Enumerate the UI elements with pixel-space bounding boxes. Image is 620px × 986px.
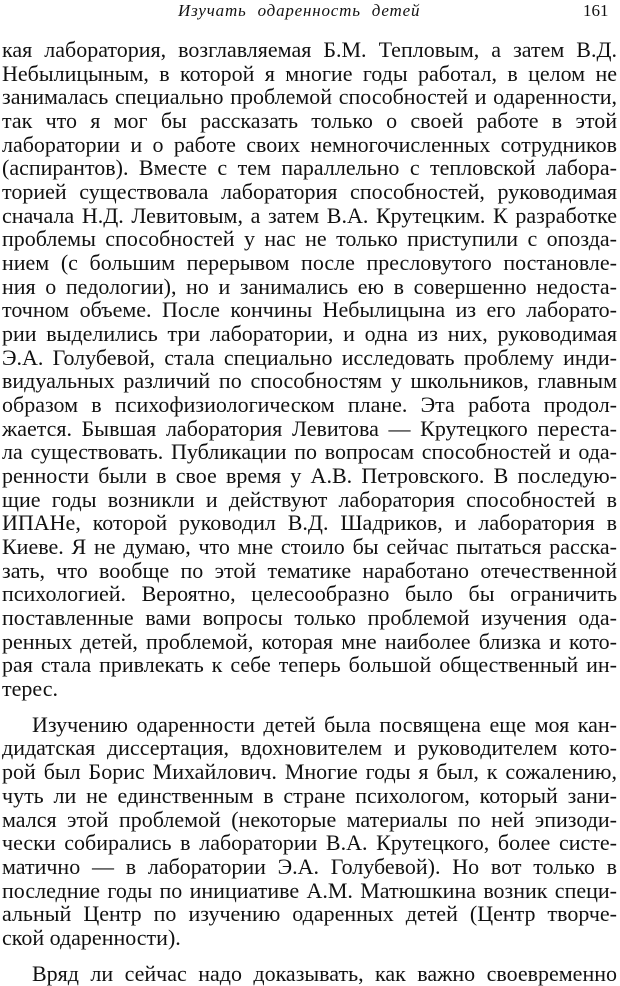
text-line: ренных детей, проблемой, которая мне наиболее близка и кото- — [2, 628, 617, 654]
text-line: рии выделились три лаборатории, и одна из них, руководимая — [2, 321, 617, 347]
running-head-title: Изучать одаренность детей — [178, 1, 421, 20]
text-line: ской одаренности). — [2, 924, 181, 950]
text-line: поставленные вами вопросы только проблемой изучения ода- — [2, 605, 617, 631]
text-line: торией существовала лаборатория способностей, руководимая — [2, 179, 617, 205]
text-line: проблемы способностей у нас не только приступили с опозда- — [2, 226, 617, 252]
paragraph — [2, 962, 617, 986]
text-line: видуальных различий по способностям у школьников, главным — [2, 368, 617, 394]
text-line: чески собирались в лаборатории В.А. Крутецкого, более систе- — [2, 830, 617, 856]
text-line: так что я мог бы рассказать только о своей работе в этой — [2, 108, 617, 134]
text-line: ИПАНе, которой руководил В.Д. Шадриков, и лаборатория в — [2, 510, 617, 536]
paragraph — [2, 713, 617, 950]
text-line: (аспирантов). Вместе с тем параллельно с тепловской лабора- — [2, 155, 617, 181]
text-line: терес. — [2, 676, 58, 702]
text-line: матично — в лаборатории Э.А. Голубевой). Но вот только в — [2, 853, 617, 879]
running-head — [0, 0, 620, 30]
paragraph-gap — [2, 701, 617, 713]
text-line: сначала Н.Д. Левитовым, а затем В.А. Крутецким. К разработке — [2, 202, 617, 228]
text-line: зать, что вообще по этой тематике наработано отечественной — [2, 557, 617, 583]
text-line: психологией. Вероятно, целесообразно было бы ограничить — [2, 581, 617, 607]
text-line: Изучению одаренности детей была посвящена еще моя кан- — [32, 711, 617, 737]
text-line: жается. Бывшая лаборатория Левитова — Крутецкого переста- — [2, 415, 617, 441]
text-line: альный Центр по изучению одаренных детей (Центр творче- — [2, 901, 617, 927]
text-line: Э.А. Голубевой, стала специально исследовать проблему инди- — [2, 344, 617, 370]
text-line: лаборатории и о работе своих немногочисленных сотрудников — [2, 131, 617, 157]
text-line: кая лаборатория, возглавляемая Б.М. Тепловым, а затем В.Д. — [2, 37, 617, 62]
paragraph-gap — [2, 950, 617, 962]
text-line: ния о педологии), но и занимались ею в совершенно недоста- — [2, 273, 617, 299]
text-line: ренности были в свое время у А.В. Петровского. В последую- — [2, 463, 617, 489]
text-line: мался этой проблемой (некоторые материалы по ней эпизоди- — [2, 806, 617, 832]
text-line: рой был Борис Михайлович. Многие годы я был, к сожалению, — [2, 759, 617, 785]
text-line: ла существовать. Публикации по вопросам способностей и ода- — [2, 439, 617, 465]
text-line: образом в психофизиологическом плане. Эта работа продол- — [2, 392, 617, 418]
text-line: Небылицыным, в которой я многие годы работал, в целом не — [2, 60, 617, 86]
text-line: щие годы возникли и действуют лаборатория способностей в — [2, 486, 617, 512]
text-line: дидатская диссертация, вдохновителем и руководителем кото- — [2, 735, 617, 761]
text-line: Вряд ли сейчас надо доказывать, как важно своевременно — [32, 960, 617, 986]
text-line: точном объеме. После кончины Небылицына из его лаборато- — [2, 297, 617, 323]
paragraph — [2, 38, 617, 701]
page-number: 161 — [583, 1, 609, 20]
text-line: последние годы по инициативе А.М. Матюшкина возник специ- — [2, 877, 617, 903]
text-line: нием (с большим перерывом после пресловутого постановле- — [2, 250, 617, 276]
text-line: занималась специально проблемой способностей и одаренности, — [2, 84, 617, 110]
body-text — [2, 38, 617, 985]
text-line: рая стала привлекать к себе теперь большой общественный ин- — [2, 652, 617, 678]
text-line: чуть ли не единственным в стране психологом, который зани- — [2, 782, 617, 808]
text-line: Киеве. Я не думаю, что мне стоило бы сейчас пытаться расска- — [2, 534, 617, 560]
